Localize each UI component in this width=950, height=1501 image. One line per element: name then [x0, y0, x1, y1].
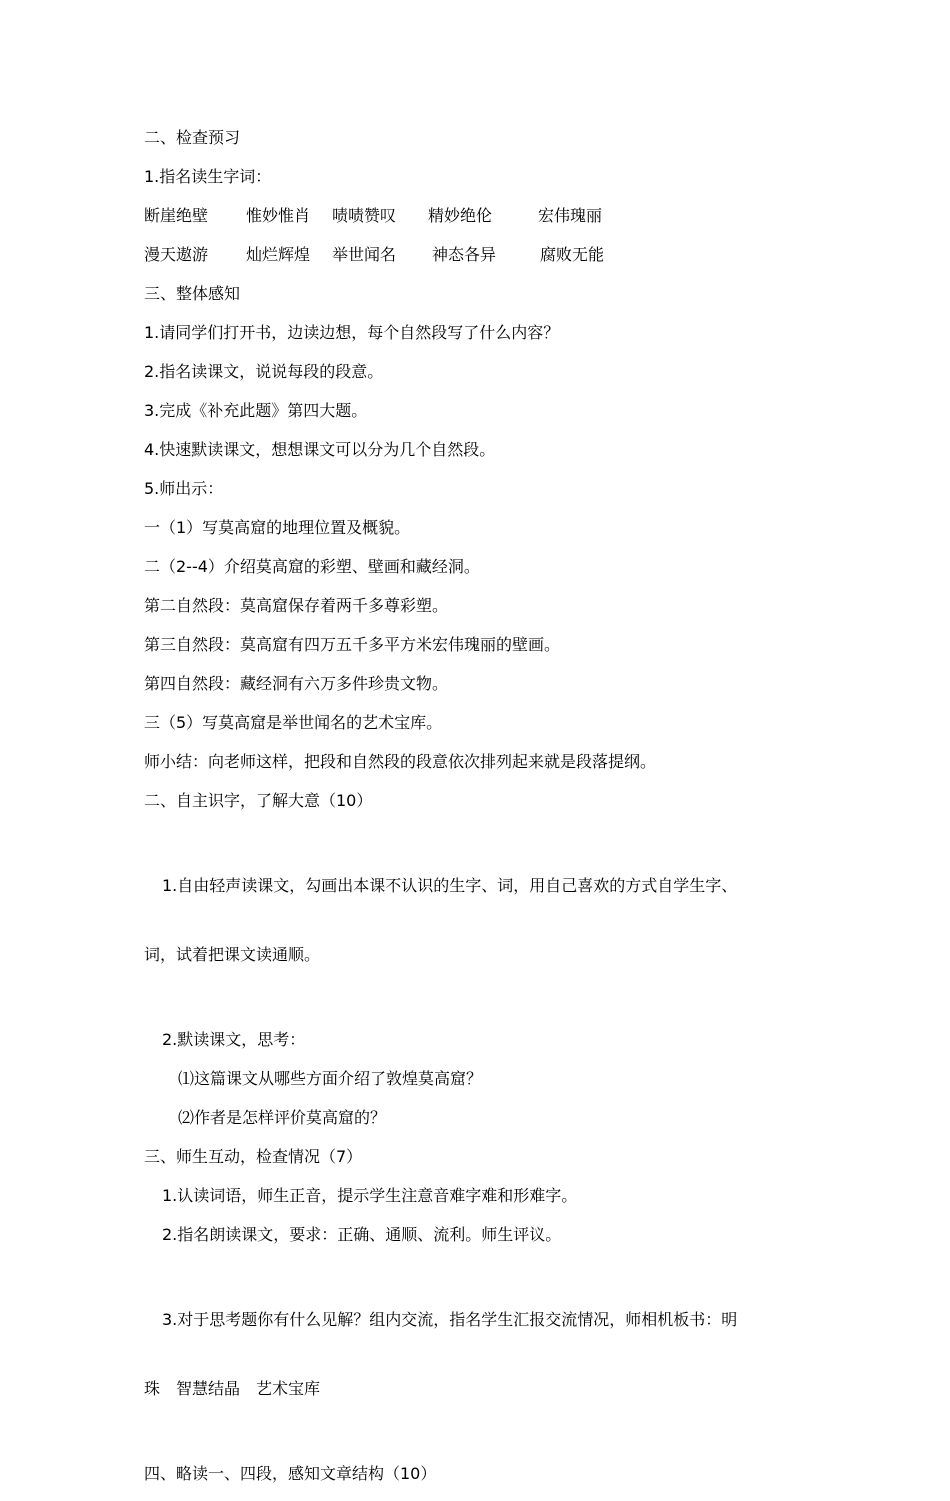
word-item: 灿烂辉煌	[246, 245, 311, 264]
section-heading-skim: 四、略读一、四段，感知文章结构（10）	[144, 1464, 437, 1483]
section-heading-overall: 三、整体感知	[144, 284, 241, 303]
outline-line: 第四自然段：藏经洞有六万多件珍贵文物。	[144, 674, 449, 693]
question-1: ⑴这篇课文从哪些方面介绍了敦煌莫高窟？	[178, 1069, 483, 1088]
self-study-item-1-cont: 词，试着把课文读通顺。	[144, 945, 321, 964]
outline-line: 第三自然段：莫高窟有四万五千多平方米宏伟瑰丽的壁画。	[144, 635, 561, 654]
overall-item: 1.请同学们打开书，边读边想，每个自然段写了什么内容？	[144, 323, 560, 342]
word-item: 腐败无能	[540, 245, 605, 264]
word-item: 断崖绝壁	[144, 206, 209, 225]
interaction-item-1: 1.认读词语，师生正音，提示学生注意音难字难和形难字。	[162, 1186, 578, 1205]
overall-item: 2.指名读课文，说说每段的段意。	[144, 362, 384, 381]
word-item: 宏伟瑰丽	[538, 206, 603, 225]
word-list-row-1	[144, 204, 804, 227]
section-heading-check-preview: 二、检查预习	[144, 128, 241, 147]
word-item: 啧啧赞叹	[332, 206, 397, 225]
teacher-summary: 师小结：向老师这样，把段和自然段的段意依次排列起来就是段落提纲。	[144, 752, 657, 771]
outline-line: 一（1）写莫高窟的地理位置及概貌。	[144, 518, 411, 537]
outline-line: 三（5）写莫高窟是举世闻名的艺术宝库。	[144, 713, 443, 732]
word-item: 惟妙惟肖	[246, 206, 311, 225]
outline-line: 二（2--4）介绍莫高窟的彩塑、壁画和藏经洞。	[144, 557, 480, 576]
question-2: ⑵作者是怎样评价莫高窟的？	[178, 1108, 387, 1127]
overall-item: 4.快速默读课文，想想课文可以分为几个自然段。	[144, 440, 496, 459]
word-list-row-2	[144, 243, 804, 266]
word-item: 漫天遨游	[144, 245, 209, 264]
self-study-item-2: 2.默读课文，思考：	[162, 1030, 306, 1049]
self-study-item-1-line: 1.自由轻声读课文，勾画出本课不认识的生字、词，用自己喜欢的方式自学生字、	[162, 876, 738, 895]
self-study-item-1	[144, 828, 804, 1012]
interaction-item-3-cont: 珠 智慧结晶 艺术宝库	[144, 1379, 321, 1398]
read-words-title: 1.指名读生字词：	[144, 167, 272, 186]
word-item: 举世闻名	[332, 245, 397, 264]
word-item: 神态各异	[432, 245, 497, 264]
overall-item: 3.完成《补充此题》第四大题。	[144, 401, 368, 420]
interaction-item-3-line: 3.对于思考题你有什么见解？组内交流，指名学生汇报交流情况，师相机板书：明	[162, 1310, 738, 1329]
word-item: 精妙绝伦	[428, 206, 493, 225]
overall-item: 5.师出示：	[144, 479, 224, 498]
section-heading-interaction: 三、师生互动，检查情况（7）	[144, 1147, 363, 1166]
interaction-item-3	[144, 1262, 804, 1446]
section-heading-self-study: 二、自主识字，了解大意（10）	[144, 791, 373, 810]
interaction-item-2: 2.指名朗读课文，要求：正确、通顺、流利。师生评议。	[162, 1225, 562, 1244]
document-page	[144, 126, 804, 1501]
outline-line: 第二自然段：莫高窟保存着两千多尊彩塑。	[144, 596, 449, 615]
